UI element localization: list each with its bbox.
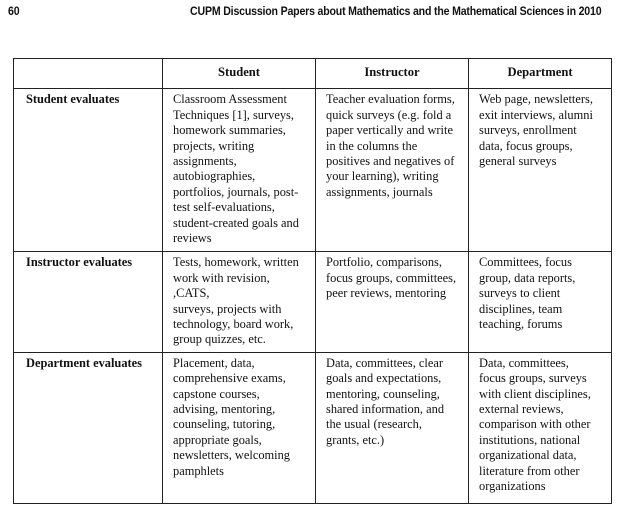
cell-text: Portfolio, comparisons, focus groups, committees, peer reviews, mentoring [326,255,457,301]
table-cell [316,89,469,252]
table-header-row [14,59,612,89]
row-label: Instructor evaluates [14,252,163,352]
row-label: Department evaluates [14,352,163,503]
table-cell [316,352,469,503]
page-header [8,6,602,26]
table-cell [469,352,612,503]
table-cell [163,252,316,352]
header-corner-cell [14,59,163,89]
page-number: 60 [8,6,20,18]
cell-text: Data, committees, focus groups, surveys with client disciplines, external reviews, comparison with other institutions, national organizational data, literature from other organizations [479,355,591,494]
cell-text: Teacher evaluation forms, quick surveys (e.g. fold a paper vertically and write in the columns the positives and negatives of your learning), writing assignments, journals [326,92,455,199]
table-row-instructor-evaluates [14,252,612,352]
cell-text: Data, committees, clear goals and expectations, mentoring, counseling, shared information, and the usual (research, grants, etc.) [326,355,445,447]
cell-text: Tests, homework, written work with revision, ,CATS, surveys, projects with technology, board work, group quizzes, etc. [173,255,299,347]
cell-text: Classroom Assessment Techniques [1], surveys, homework summaries, projects, writing assignments, autobiographies, portfolios, journals, post- test self-evaluations, student-created goals and reviews [173,92,299,246]
table-row-student-evaluates [14,89,612,252]
column-header-instructor: Instructor [316,59,469,89]
table-cell [163,89,316,252]
column-header-department: Department [469,59,612,89]
running-head-title: CUPM Discussion Papers about Mathematics and the Mathematical Sciences in 2010 [190,6,602,18]
cell-text: Web page, newsletters, exit interviews, alumni surveys, enrollment data, focus groups, general surveys [479,92,593,169]
table-row-department-evaluates [14,352,612,503]
cell-text: Placement, data, comprehensive exams, capstone courses, advising, mentoring, counseling, tutoring, appropriate goals, newsletters, welcoming pamphlets [173,355,290,478]
evaluation-matrix-table [13,58,612,504]
table-cell [469,89,612,252]
table-cell [163,352,316,503]
row-label: Student evaluates [14,89,163,252]
column-header-student: Student [163,59,316,89]
table-cell [316,252,469,352]
table-cell [469,252,612,352]
cell-text: Committees, focus group, data reports, surveys to client disciplines, team teaching, forums [479,255,576,332]
